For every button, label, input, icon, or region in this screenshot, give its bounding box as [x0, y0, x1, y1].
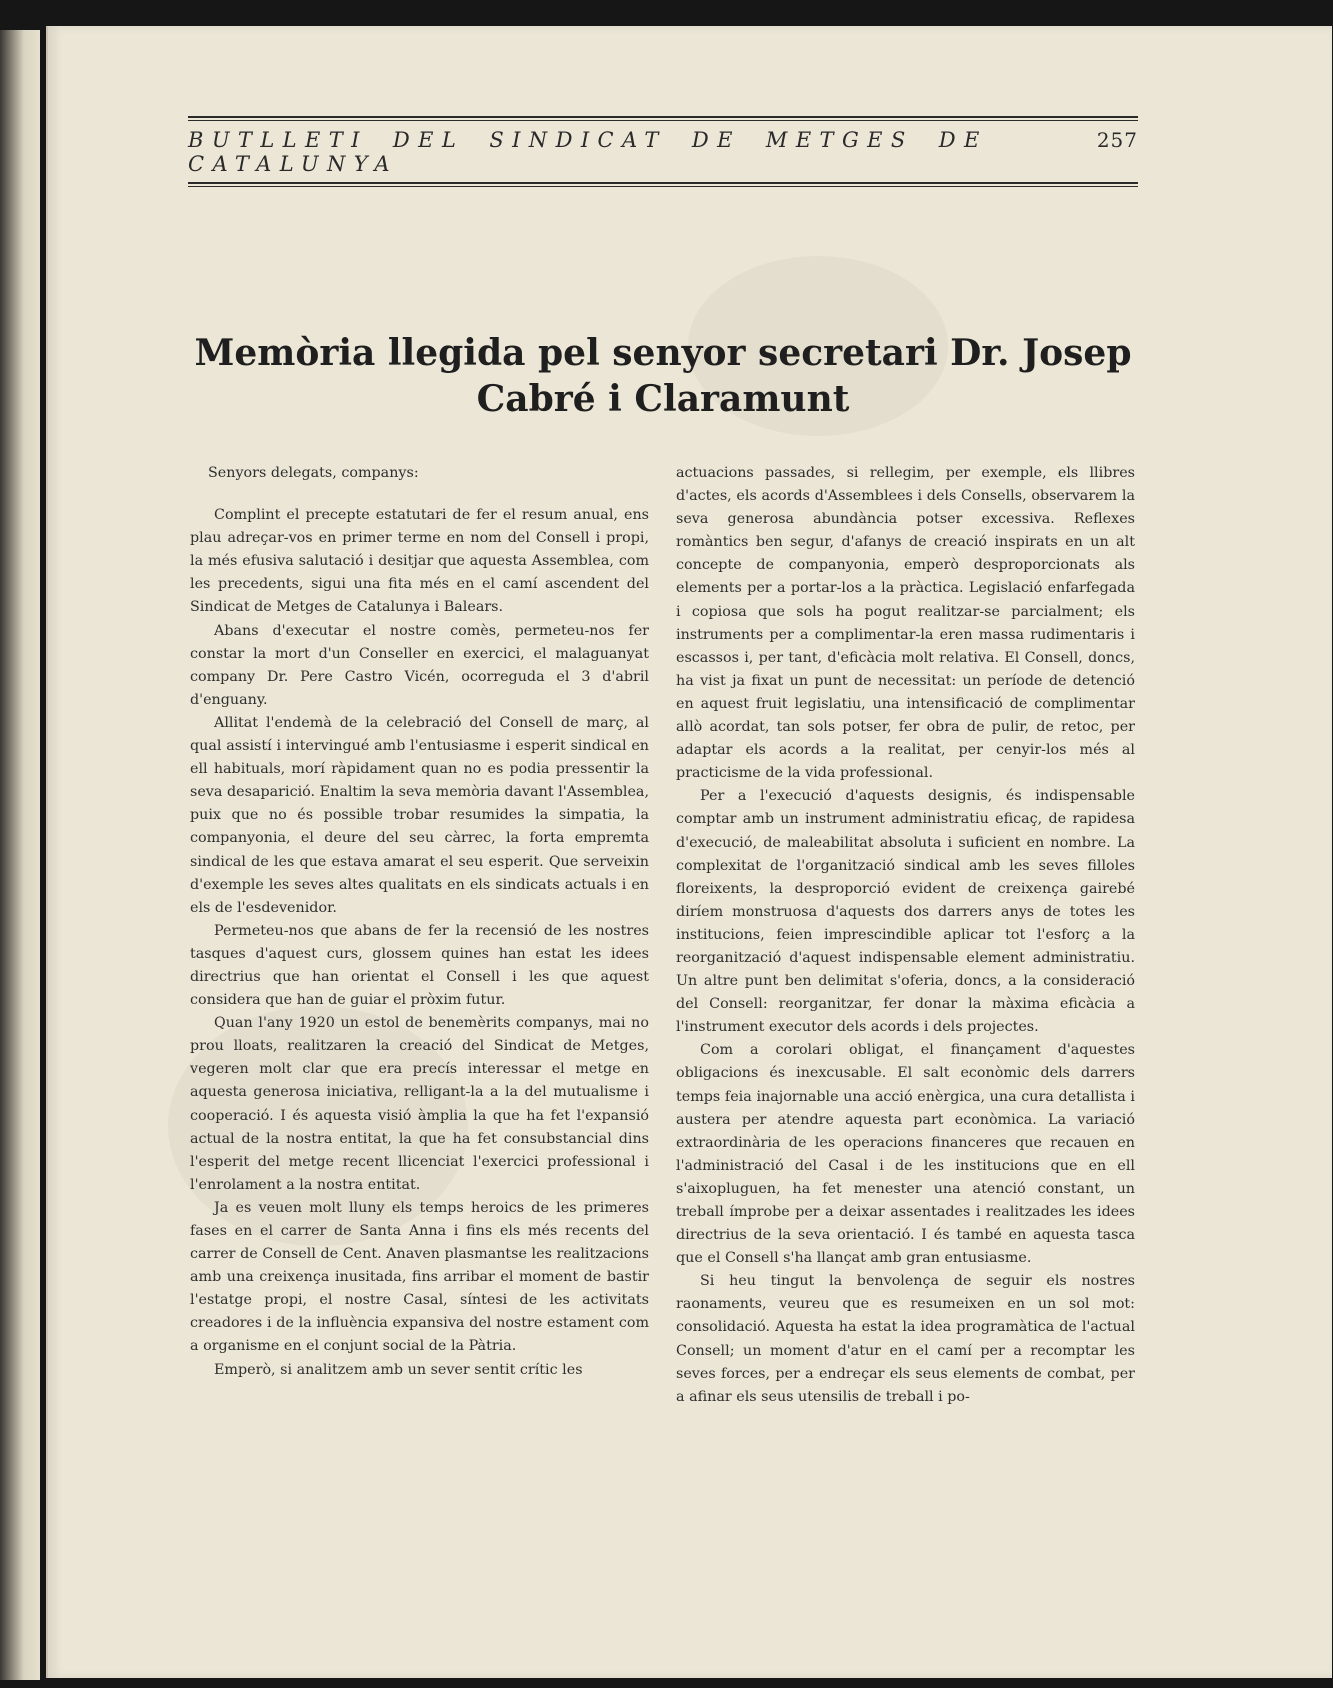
body-paragraph: Ja es veuen molt lluny els temps heroics de les primeres fases en el carrer de Santa Anna i fins els més recents del carrer de Consell de Cent. Anaven plasmantse les realitzacions amb una creixença inusitada, fins arribar el moment de bastir l'estatge propi, el nostre Casal, síntesi de les activitats creadores i de la influència expansiva del nostre estament com a organisme en el conjunt social de la Pàtria. — [190, 1199, 649, 1355]
right-column — [676, 462, 1135, 1409]
book-spine-edge — [0, 30, 40, 1680]
body-paragraph: Quan l'any 1920 un estol de benemèrits companys, mai no prou lloats, realitzaren la creació del Sindicat de Metges, vegeren molt clar que era precís interessar el metge en aquesta generosa iniciativa, relligant-la a la del mutualisme i cooperació. I és aquesta visió àmplia la que ha fet l'expansió actual de la nostra entitat, la que ha fet consubstancial dins l'esperit del metge recent llicenciat l'exercici professional i l'enrolament a la nostra entitat. — [190, 1015, 649, 1193]
body-paragraph: Permeteu-nos que abans de fer la recensió de les nostres tasques d'aquest curs, glossem quines han estat les idees directrius que han orientat el Consell i les que aquest considera que han de guiar el pròxim futur. — [190, 922, 649, 1009]
running-title: BUTLLETI DEL SINDICAT DE METGES DE CATALUNYA — [188, 128, 988, 176]
body-paragraph: Complint el precepte estatutari de fer el resum anual, ens plau adreçar-vos en primer terme en nom del Consell i propi, la més efusiva salutació i desitjar que aquesta Assemblea, com les precedents, sigui una fita més en el camí ascendent del Sindicat de Metges de Catalunya i Balears. — [190, 507, 649, 616]
header-rule-bottom — [188, 182, 1138, 187]
left-column — [190, 462, 649, 1382]
body-paragraph: Com a corolari obligat, el finançament d'aquestes obligacions és inexcusable. El salt econòmic dels darrers temps feia inajornable una acció enèrgica, una cura detallista i austera per atendre aquesta part econòmica. La variació extraordinària de les operacions financeres que recauen en l'administració del Casal i de les institucions que en ell s'aixopluguen, ha fet menester una atenció constant, un treball ímprobe per a deixar assentades i realitzades les idees directrius de la seva orientació. I és també en aquesta tasca que el Consell s'ha llançat amb gran entusiasme. — [676, 1042, 1135, 1267]
body-paragraph: Emperò, si analitzem amb un sever sentit crític les — [214, 1361, 583, 1378]
body-paragraph: Abans d'executar el nostre comès, permeteu-nos fer constar la mort d'un Conseller en exercici, el malaguanyat company Dr. Pere Castro Vicén, ocorreguda el 3 d'abril d'enguany. — [190, 622, 649, 708]
salutation: Senyors delegats, companys: — [208, 465, 419, 481]
running-header — [188, 116, 1138, 187]
page-number: 257 — [1096, 128, 1138, 152]
header-row — [188, 121, 1138, 182]
body-paragraph-continued: actuacions passades, si rellegim, per exemple, els llibres d'actes, els acords d'Assemblees i dels Consells, observarem la seva generosa abundància potser excessiva. Reflexes romàntics ben segur, d'afanys de creació inspirats en un alt concepte de companyonia, emperò desproporcionats als elements per a portar-los a la pràctica. Legislació enfarfegada i copiosa que sols ha pogut realitzar-se parcialment; els instruments per a complimentar-la eren massa rudimentaris i escassos i, per tant, d'eficàcia molt relativa. El Consell, doncs, ha vist ja fixat un punt de necessitat: un període de detenció en aquest fruit legislatiu, una intensificació de complimentar allò acordat, tan sols potser, fer obra de pulir, de retoc, per adaptar els acords a la realitat, per cenyir-los més al practicisme de la vida professional. — [676, 465, 1135, 782]
article-title: Memòria llegida pel senyor secretari Dr. Josep Cabré i Claramunt — [194, 332, 1132, 420]
body-paragraph: Per a l'execució d'aquests designis, és indispensable comptar amb un instrument administratiu eficaç, de rapidesa d'execució, de maleabilitat absoluta i suficient en nombre. La complexitat de l'organització sindical amb les seves filloles floreixents, la desproporció evident de creixença gairebé diríem monstruosa d'aquests dos darrers anys de totes les institucions, feien imprescindible aplicar tot l'esforç a la reorganització d'aquest indispensable element administratiu. Un altre punt ben delimitat s'oferia, doncs, a la consideració del Consell: reorganitzar, fer donar la màxima eficàcia a l'instrument executor dels acords i dels projectes. — [676, 788, 1135, 1036]
body-paragraph: Si heu tingut la benvolença de seguir els nostres raonaments, veureu que es resumeixen en un sol mot: consolidació. Aquesta ha estat la idea programàtica de l'actual Consell; un moment d'atur en el camí per a recomptar les seves forces, per a endreçar els seus elements de combat, per a afinar els seus utensilis de treball i po- — [676, 1273, 1135, 1405]
body-paragraph: Allitat l'endemà de la celebració del Consell de març, al qual assistí i intervingué amb l'entusiasme i esperit sindical en ell habituals, morí ràpidament quan no es podia pressentir la seva desaparició. Enaltim la seva memòria davant l'Assemblea, puix que no és possible trobar resumides la simpatia, la companyonia, el deure del seu càrrec, la forta empremta sindical de les que estava amarat el seu esperit. Que serveixin d'exemple les seves altes qualitats en els sindicats actuals i en els de l'esdevenidor. — [190, 714, 649, 916]
